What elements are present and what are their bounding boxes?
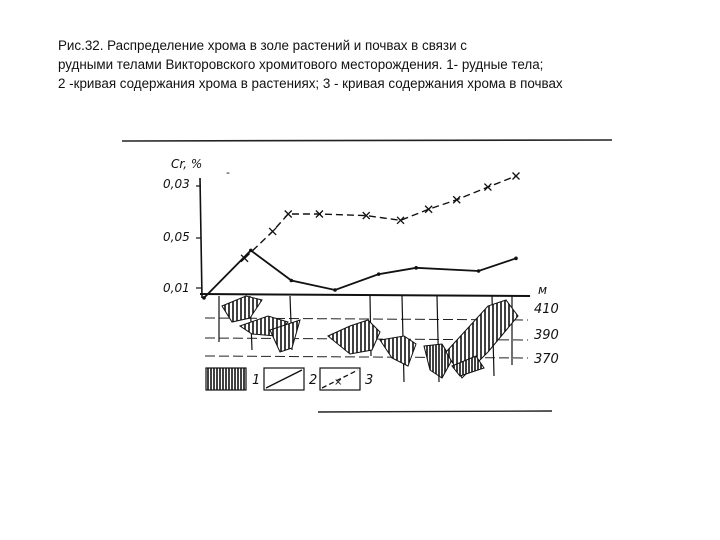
series-2-plants-curve (202, 249, 518, 300)
y-axis-label: Cr, % (171, 157, 203, 171)
series-3-point (453, 196, 460, 203)
surface-line (200, 294, 530, 296)
series-2-point (414, 266, 418, 270)
series-2-point (514, 257, 518, 261)
series-2-point (333, 288, 337, 292)
series-2-point (202, 296, 206, 300)
caption-line-2: рудными телами Викторовского хромитового месторождения. 1- рудные тела; (58, 57, 544, 72)
series-2-point (377, 272, 381, 276)
caption-line-1: Рис.32. Распределение хрома в золе растений и почвах в связи с (58, 38, 467, 53)
series-3-point (285, 211, 292, 218)
ore-body (424, 344, 452, 378)
series-3-point (269, 228, 276, 235)
series-3-point (425, 206, 432, 213)
y-tick-label-1: 0,03 (163, 177, 190, 191)
legend-number-1: 1 (252, 373, 261, 388)
depth-tick-label-2: 390 (534, 328, 559, 343)
frame-bottom-line (318, 411, 552, 412)
legend-ore-body-swatch (206, 368, 246, 390)
frame-top-line (122, 140, 612, 141)
depth-tick-label-3: 370 (534, 352, 559, 367)
y-tick-label-2: 0,05 (163, 230, 190, 244)
series-2-point (477, 269, 481, 273)
series-2-point (290, 279, 294, 283)
legend (206, 368, 373, 390)
series-2-point (249, 249, 253, 253)
cross-section (200, 283, 559, 382)
series-3-point (397, 217, 404, 224)
caption-line-3: 2 -кривая содержания хрома в растениях; 3 - кривая содержания хрома в почвах (58, 76, 563, 91)
series-3-point (513, 173, 520, 180)
series-2-line (204, 250, 516, 297)
legend-soil-curve-cross: × (334, 377, 343, 388)
series-3-soil-curve (241, 173, 519, 262)
depth-unit-label: м (538, 283, 548, 297)
series-3-point (484, 184, 491, 191)
ore-body (380, 336, 416, 366)
y-tick-label-3: 0,01 (163, 281, 190, 295)
legend-number-2: 2 (309, 373, 318, 388)
depth-tick-label-1: 410 (534, 302, 559, 317)
legend-number-3: 3 (365, 373, 374, 388)
scan-mark: - (226, 166, 230, 179)
ore-body (328, 320, 380, 354)
